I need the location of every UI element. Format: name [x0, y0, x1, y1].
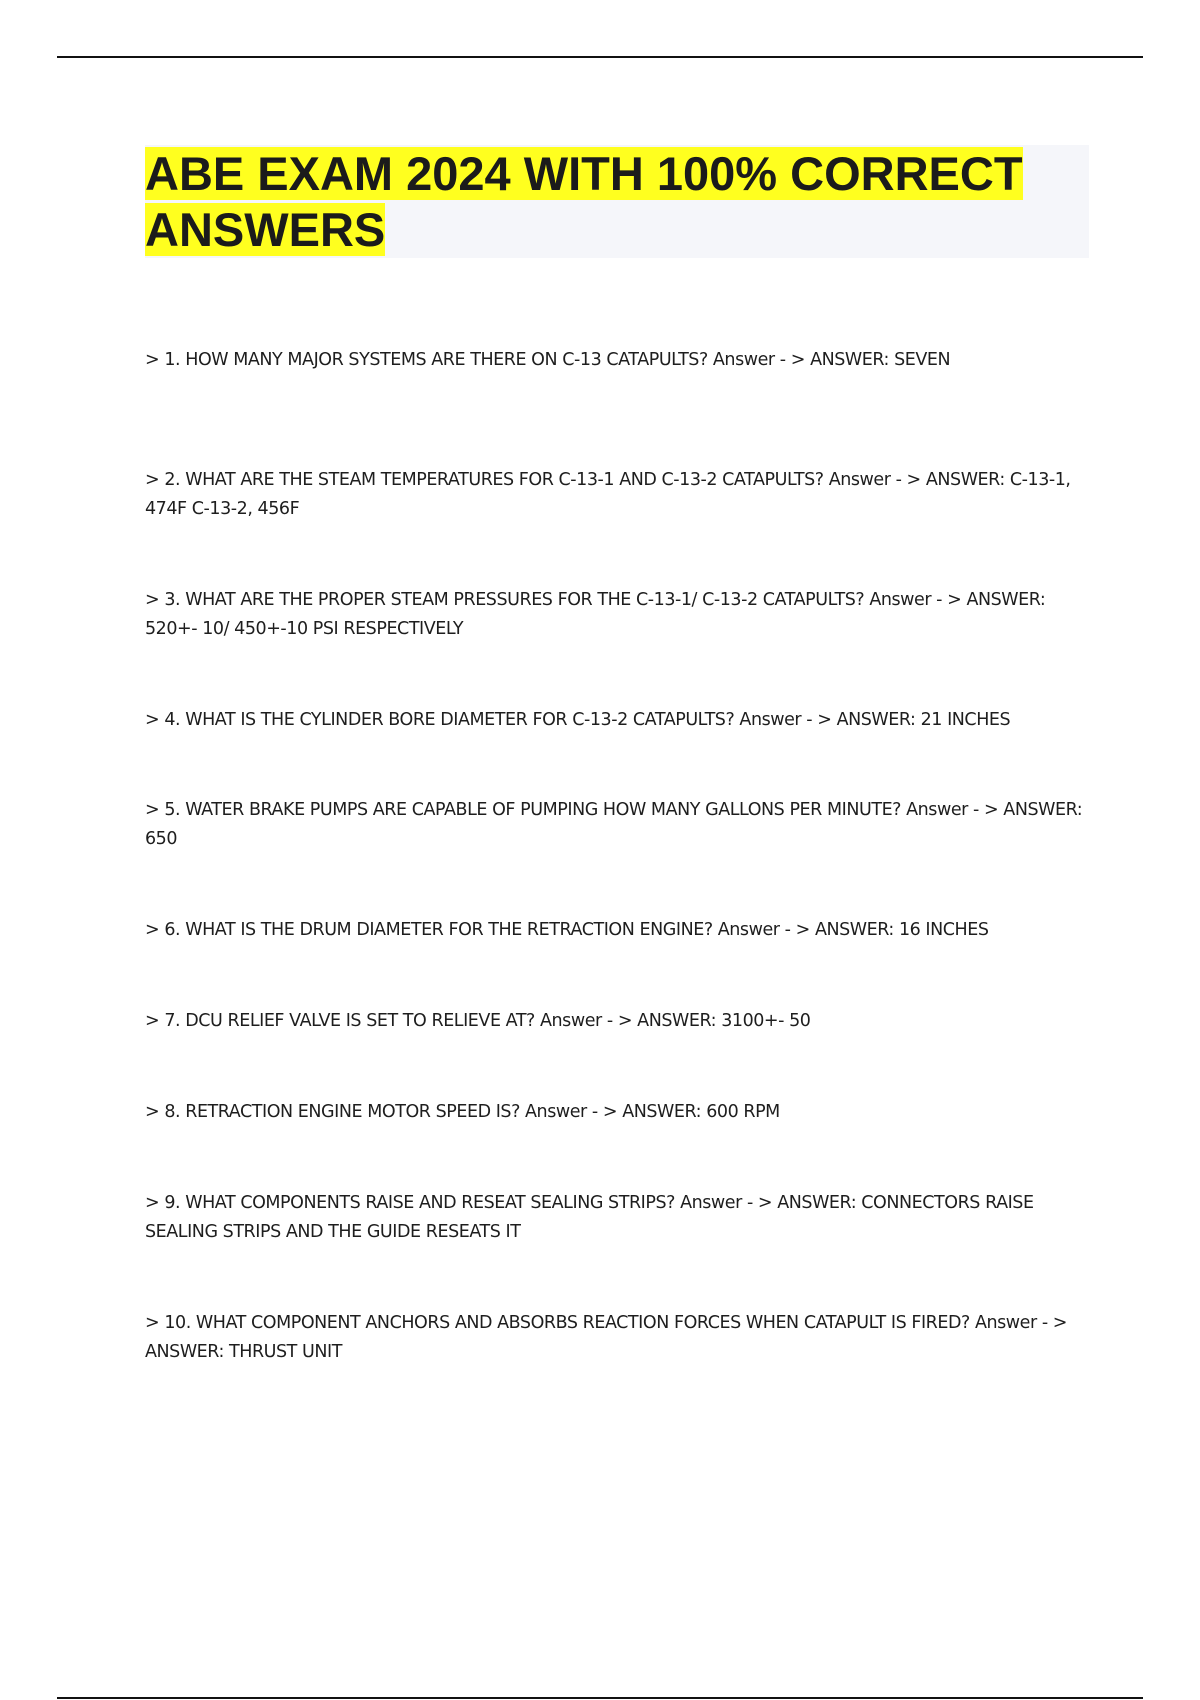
question-item-9: > 9. WHAT COMPONENTS RAISE AND RESEAT SEALING STRIPS? Answer - > ANSWER: CONNECTORS RAISE SEALING STRIPS AND THE GUIDE RESEATS IT — [145, 1193, 1034, 1242]
question-item-5: > 5. WATER BRAKE PUMPS ARE CAPABLE OF PUMPING HOW MANY GALLONS PER MINUTE? Answer - > ANSWER: 650 — [145, 800, 1083, 849]
title-block — [145, 145, 1089, 258]
top-divider — [57, 56, 1143, 58]
question-item-6: > 6. WHAT IS THE DRUM DIAMETER FOR THE RETRACTION ENGINE? Answer - > ANSWER: 16 INCHES — [145, 920, 989, 940]
page-title — [145, 145, 1089, 258]
question-item-4: > 4. WHAT IS THE CYLINDER BORE DIAMETER FOR C-13-2 CATAPULTS? Answer - > ANSWER: 21 INCHES — [145, 710, 1011, 730]
bottom-divider — [57, 1697, 1143, 1699]
highlighted-title-text: ABE EXAM 2024 WITH 100% CORRECT ANSWERS — [145, 147, 1023, 256]
question-item-7: > 7. DCU RELIEF VALVE IS SET TO RELIEVE AT? Answer - > ANSWER: 3100+- 50 — [145, 1011, 811, 1031]
question-item-10: > 10. WHAT COMPONENT ANCHORS AND ABSORBS REACTION FORCES WHEN CATAPULT IS FIRED? Answer - > ANSWER: THRUST UNIT — [145, 1313, 1068, 1362]
question-list — [145, 346, 1095, 1369]
question-item-1: > 1. HOW MANY MAJOR SYSTEMS ARE THERE ON C-13 CATAPULTS? Answer - > ANSWER: SEVEN — [145, 350, 951, 370]
question-item-2: > 2. WHAT ARE THE STEAM TEMPERATURES FOR C-13-1 AND C-13-2 CATAPULTS? Answer - > ANSWER: C-13-1, 474F C-13-2, 456F — [145, 470, 1071, 519]
question-item-3: > 3. WHAT ARE THE PROPER STEAM PRESSURES FOR THE C-13-1/ C-13-2 CATAPULTS? Answer - > ANSWER: 520+- 10/ 450+-10 PSI RESPECTIVELY — [145, 590, 1046, 639]
question-item-8: > 8. RETRACTION ENGINE MOTOR SPEED IS? Answer - > ANSWER: 600 RPM — [145, 1102, 780, 1122]
